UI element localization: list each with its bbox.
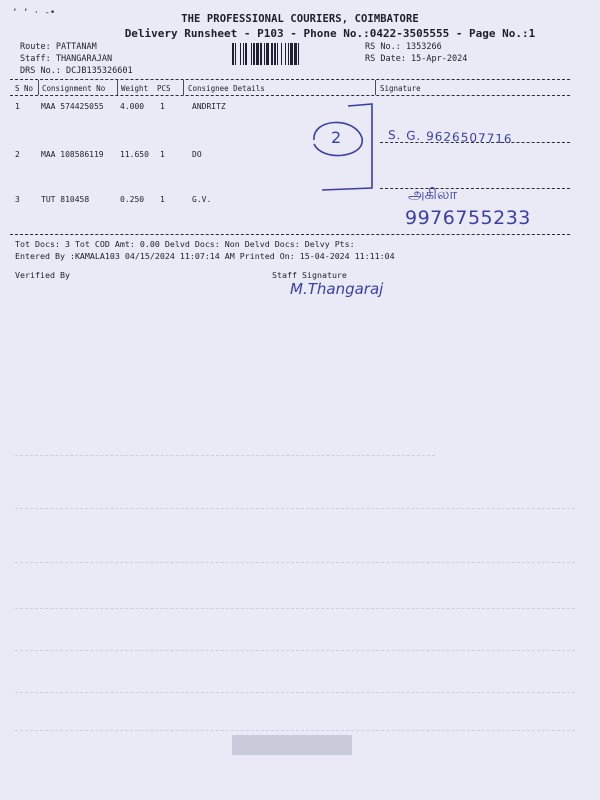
bleed-through-line — [15, 692, 575, 693]
barcode — [232, 43, 358, 65]
drs-field: DRS No.: DCJB135326601 — [20, 66, 133, 76]
bleed-through-line — [15, 455, 435, 456]
rs-no-field: RS No.: 1353266 — [365, 42, 442, 52]
header-consignee: Consignee Details — [188, 84, 265, 93]
row-consignee: G.V. — [192, 195, 212, 204]
handwritten-signature-phone: S. G. 9626507716 — [387, 127, 513, 147]
handwritten-tamil-name: அகிலா — [408, 185, 458, 203]
row-consignment: MAA 108586119 — [41, 150, 104, 159]
row-pcs: 1 — [160, 102, 165, 111]
corner-marks: ʼ ʼ · -• — [12, 8, 56, 18]
handwritten-circle-number: 2 — [331, 128, 342, 147]
staff-signature-label: Staff Signature — [272, 270, 347, 280]
totals-line: Tot Docs: 3 Tot COD Amt: 0.00 Delvd Docs: Non Delvd Docs: Delvy Pts: — [15, 239, 355, 249]
table-bottom-rule — [10, 234, 570, 235]
col-divider — [375, 80, 376, 95]
row-sno: 1 — [15, 102, 20, 111]
row-weight: 4.000 — [120, 102, 145, 111]
staff-field: Staff: THANGARAJAN — [20, 54, 113, 64]
header-weight: Weight — [121, 84, 149, 93]
bleed-through-line — [15, 508, 575, 509]
header-signature: Signature — [380, 84, 421, 93]
row-pcs: 1 — [160, 150, 165, 159]
header-sno: S No — [15, 84, 34, 93]
row-weight: 11.650 — [120, 150, 149, 159]
bleed-through-line — [15, 562, 575, 563]
row-consignment: TUT 810458 — [41, 195, 90, 204]
table-top-rule — [10, 79, 570, 80]
row-consignee: ANDRITZ — [192, 102, 226, 111]
bleed-through-line — [15, 650, 575, 651]
bleed-through-line — [15, 730, 575, 731]
runsheet-subtitle: Delivery Runsheet - P103 - Phone No.:0422-3505555 - Page No.:1 — [124, 27, 536, 40]
row-sno: 3 — [15, 195, 20, 204]
header-pcs: PCS — [157, 84, 171, 93]
table-header-rule — [10, 95, 570, 96]
col-divider — [183, 80, 184, 95]
row-weight: 0.250 — [120, 195, 145, 204]
row-sno: 2 — [15, 150, 20, 159]
row-pcs: 1 — [160, 195, 165, 204]
handwritten-phone: 9976755233 — [405, 207, 531, 229]
barcode-bar — [299, 43, 301, 65]
route-field: Route: PATTANAM — [20, 42, 97, 52]
bleed-through-line — [15, 608, 575, 609]
staff-signature-handwritten: M.Thangaraj — [290, 280, 384, 298]
bleed-through-barcode — [232, 735, 352, 755]
handwritten-bracket — [300, 100, 390, 195]
col-divider — [38, 80, 39, 95]
company-title: THE PROFESSIONAL COURIERS, COIMBATORE — [181, 13, 419, 25]
entered-line: Entered By :KAMALA103 04/15/2024 11:07:14 AM Printed On: 15-04-2024 11:11:04 — [15, 251, 395, 261]
rs-date-field: RS Date: 15-Apr-2024 — [365, 54, 468, 64]
row-consignee: DO — [192, 150, 202, 159]
header-consignment: Consignment No — [42, 84, 106, 93]
col-divider — [117, 80, 118, 95]
verified-by-label: Verified By — [15, 270, 70, 280]
row-consignment: MAA 574425055 — [41, 102, 104, 111]
